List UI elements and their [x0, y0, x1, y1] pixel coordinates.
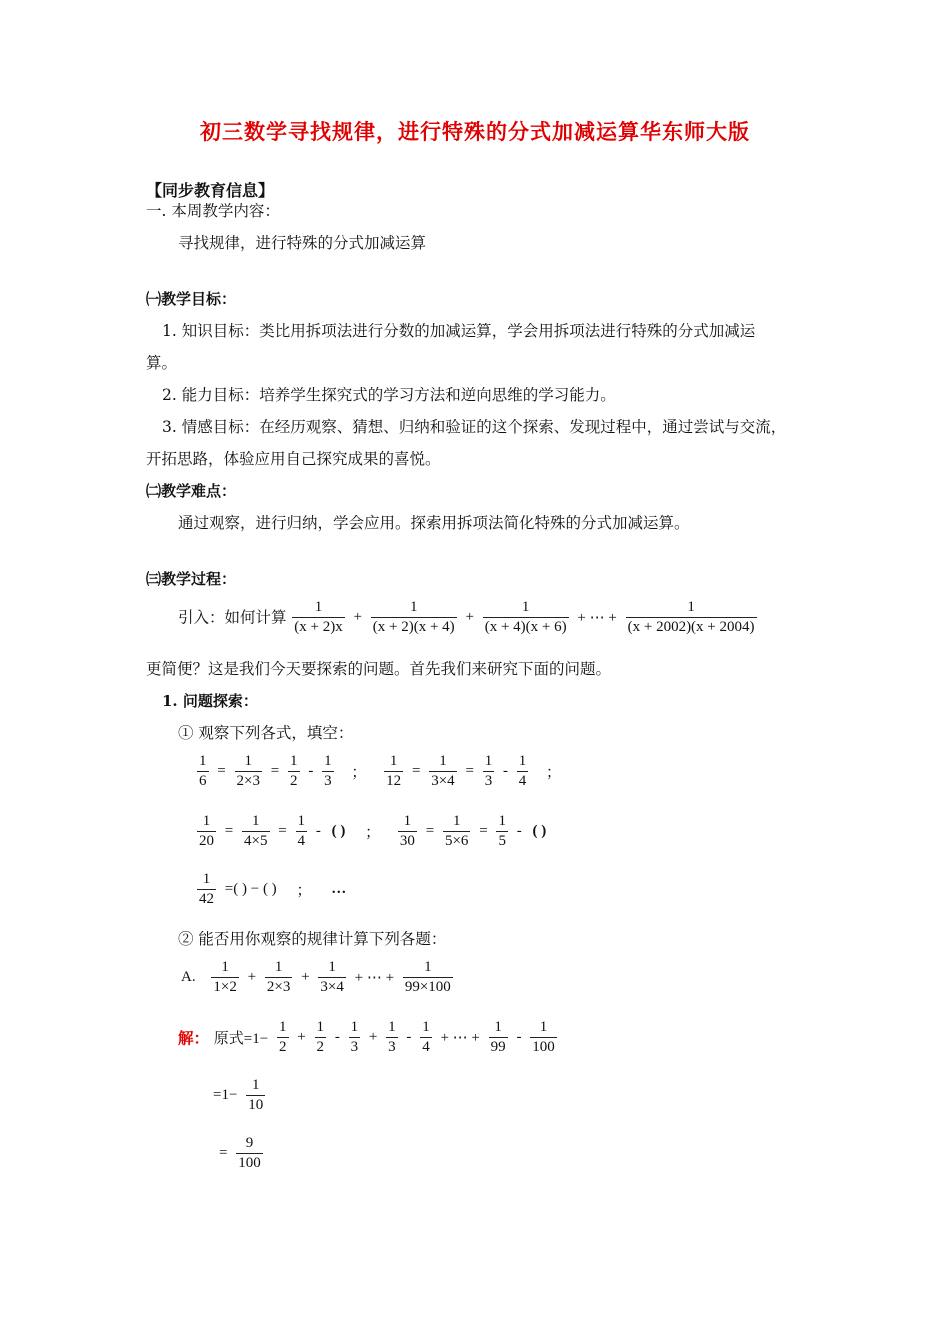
fraction — [398, 812, 417, 851]
denominator: 2 — [279, 1039, 287, 1055]
denominator: 3 — [484, 773, 493, 789]
numerator: 1 — [494, 1019, 502, 1035]
numerator: 1 — [324, 753, 332, 769]
numerator: 1 — [244, 753, 253, 769]
observation-row-2 — [196, 812, 549, 851]
fraction — [517, 752, 529, 791]
numerator: 1 — [328, 959, 336, 975]
numerator: 1 — [251, 1077, 260, 1093]
page-title: 初三数学寻找规律，进行特殊的分式加减运算华东师大版 — [200, 119, 750, 144]
separator: ； — [296, 881, 312, 899]
fraction — [235, 752, 262, 791]
sync-heading: 【同步教育信息】 — [146, 181, 275, 200]
math-operator: + ⋯ + — [440, 1030, 480, 1046]
fraction — [403, 958, 453, 997]
fraction — [443, 812, 470, 851]
section-one-content: 寻找规律，进行特殊的分式加减运算 — [178, 234, 427, 252]
denominator: 3 — [388, 1039, 396, 1055]
math-operator: - — [516, 823, 522, 839]
goal-2: 2. 能力目标：培养学生探究式的学习方法和逆向思维的学习能力。 — [162, 386, 616, 404]
numerator: 1 — [403, 813, 412, 829]
numerator: 1 — [202, 813, 211, 829]
numerator: 1 — [409, 599, 418, 615]
fraction — [384, 752, 403, 791]
goal-3-line-1: 3. 情感目标：在经历观察、猜想、归纳和验证的这个探索、发现过程中，通过尝试与交流， — [162, 418, 787, 436]
math-operator: + — [247, 969, 257, 985]
denominator: 4×5 — [244, 833, 268, 849]
denominator: 2×3 — [266, 979, 291, 995]
numerator: 1 — [521, 599, 530, 615]
denominator: 2×3 — [236, 773, 260, 789]
numerator: 1 — [439, 753, 447, 769]
denominator: 3×4 — [431, 773, 455, 789]
math-operator: - — [334, 1029, 340, 1045]
solution-line-1 — [178, 1018, 558, 1057]
denominator: 6 — [199, 773, 207, 789]
process-heading: ㈢教学过程： — [146, 570, 237, 588]
fraction — [349, 1018, 361, 1057]
intro-expression — [178, 598, 758, 637]
goals-heading: ㈠教学目标： — [146, 290, 237, 308]
math-operator: = — [465, 763, 474, 779]
denominator: 20 — [199, 833, 214, 849]
fraction — [242, 812, 269, 851]
numerator: 1 — [316, 1019, 325, 1035]
fraction — [197, 870, 216, 909]
intro-followup: 更简便？这是我们今天要探索的问题。首先我们来研究下面的问题。 — [146, 660, 612, 678]
observe-label: ① 观察下列各式，填空： — [178, 724, 354, 742]
numerator: 1 — [498, 813, 506, 829]
denominator: 3×4 — [320, 979, 344, 995]
denominator: 12 — [386, 773, 402, 789]
intro-label: 引入：如何计算 — [178, 608, 287, 627]
numerator: 1 — [274, 959, 283, 975]
denominator: 100 — [238, 1155, 261, 1171]
numerator: 1 — [290, 753, 298, 769]
blank-difference: =( ) − ( ) — [224, 881, 277, 897]
blank-parentheses: ( ) — [331, 823, 346, 839]
observation-row-3 — [196, 870, 349, 909]
fraction — [496, 812, 508, 851]
math-operator: - — [502, 763, 508, 779]
goal-1-line-2: 算。 — [146, 354, 178, 372]
numerator: 9 — [245, 1135, 254, 1151]
numerator: 1 — [252, 813, 260, 829]
denominator: (x + 4)(x + 6) — [484, 619, 567, 635]
fraction — [296, 812, 308, 851]
numerator: 1 — [452, 813, 461, 829]
numerator: 1 — [484, 753, 493, 769]
denominator: 3 — [324, 773, 332, 789]
math-operator: =1− — [213, 1087, 238, 1103]
problem-a — [178, 958, 454, 997]
math-operator: = — [217, 763, 226, 779]
numerator: 1 — [199, 753, 207, 769]
denominator: 100 — [532, 1039, 555, 1055]
goal-1-line-1: 1. 知识目标：类比用拆项法进行分数的加减运算，学会用拆项法进行特殊的分式加减运 — [162, 322, 756, 340]
math-operator: - — [516, 1029, 522, 1045]
numerator: 1 — [314, 599, 323, 615]
difficulty-heading: ㈡教学难点： — [146, 482, 237, 500]
math-operator: + — [301, 969, 310, 985]
fraction — [277, 1018, 289, 1057]
denominator: (x + 2002)(x + 2004) — [627, 619, 755, 635]
fraction — [429, 752, 456, 791]
fraction — [371, 598, 457, 637]
denominator: 30 — [399, 833, 415, 849]
denominator: 4 — [297, 833, 306, 849]
denominator: 2 — [316, 1039, 325, 1055]
section-one-label: 一. 本周教学内容： — [146, 202, 280, 220]
fraction — [530, 1018, 557, 1057]
denominator: (x + 2)x — [294, 619, 343, 635]
denominator: 5×6 — [444, 833, 469, 849]
denominator: 10 — [248, 1097, 264, 1113]
fraction — [197, 752, 209, 791]
goal-3-line-2: 开拓思路，体验应用自己探究成果的喜悦。 — [146, 450, 441, 468]
numerator: 1 — [350, 1019, 359, 1035]
denominator: 4 — [422, 1039, 430, 1055]
numerator: 1 — [279, 1019, 287, 1035]
math-operator: - — [315, 823, 321, 839]
math-operator: = — [219, 1145, 228, 1161]
numerator: 1 — [221, 959, 229, 975]
numerator: 1 — [687, 599, 695, 615]
math-operator: - — [308, 763, 314, 779]
fraction — [420, 1018, 432, 1057]
numerator: 1 — [202, 871, 211, 887]
fraction — [211, 958, 238, 997]
denominator: 1×2 — [213, 979, 237, 995]
solution-line-2 — [210, 1076, 266, 1115]
fraction — [265, 958, 292, 997]
fraction — [483, 752, 495, 791]
separator: ； — [351, 763, 367, 781]
numerator: 1 — [539, 1019, 548, 1035]
denominator: 5 — [498, 833, 506, 849]
denominator: 99×100 — [404, 979, 451, 995]
use-label: ② 能否用你观察的规律计算下列各题： — [178, 930, 447, 948]
denominator: 3 — [350, 1039, 359, 1055]
numerator: 1 — [422, 1019, 430, 1035]
solution-line-3 — [216, 1134, 264, 1173]
blank-parentheses: ( ) — [532, 823, 547, 839]
math-operator: = — [224, 823, 234, 839]
math-operator: + ⋯ + — [577, 610, 617, 626]
math-operator: = — [425, 823, 435, 839]
observation-row-1 — [196, 752, 573, 791]
math-operator: - — [406, 1029, 412, 1045]
fraction — [322, 752, 334, 791]
fraction — [288, 752, 300, 791]
math-operator: A. — [181, 969, 196, 985]
fraction — [246, 1076, 265, 1115]
denominator: 99 — [490, 1039, 506, 1055]
denominator: 2 — [290, 773, 298, 789]
numerator: 1 — [424, 959, 432, 975]
math-operator: = — [278, 823, 287, 839]
fraction — [292, 598, 344, 637]
fraction — [318, 958, 345, 997]
math-operator: = — [411, 763, 421, 779]
math-operator: = — [270, 763, 280, 779]
fraction — [197, 812, 216, 851]
fraction — [236, 1134, 263, 1173]
fraction — [489, 1018, 508, 1057]
numerator: 1 — [389, 753, 398, 769]
numerator: 1 — [297, 813, 306, 829]
separator: ； — [365, 823, 381, 841]
fraction — [386, 1018, 398, 1057]
denominator: 4 — [518, 773, 527, 789]
math-operator: = — [479, 823, 488, 839]
math-operator: + ⋯ + — [354, 970, 395, 986]
math-operator: + — [353, 609, 362, 625]
separator: ； — [546, 763, 562, 781]
solution-label: 解： — [178, 1028, 210, 1048]
fraction — [483, 598, 569, 637]
numerator: 1 — [388, 1019, 396, 1035]
denominator: (x + 2)(x + 4) — [372, 619, 455, 635]
math-operator: + — [297, 1029, 306, 1045]
math-operator: … — [331, 881, 347, 897]
difficulty-text: 通过观察，进行归纳，学会应用。探索用拆项法简化特殊的分式加减运算。 — [178, 514, 690, 532]
fraction — [315, 1018, 327, 1057]
math-operator: + — [465, 609, 474, 625]
numerator: 1 — [518, 753, 527, 769]
math-operator: + — [368, 1029, 378, 1045]
math-operator: 原式=1− — [213, 1031, 269, 1047]
question-heading: 1. 问题探索： — [162, 692, 258, 710]
fraction — [626, 598, 757, 637]
denominator: 42 — [199, 891, 214, 907]
